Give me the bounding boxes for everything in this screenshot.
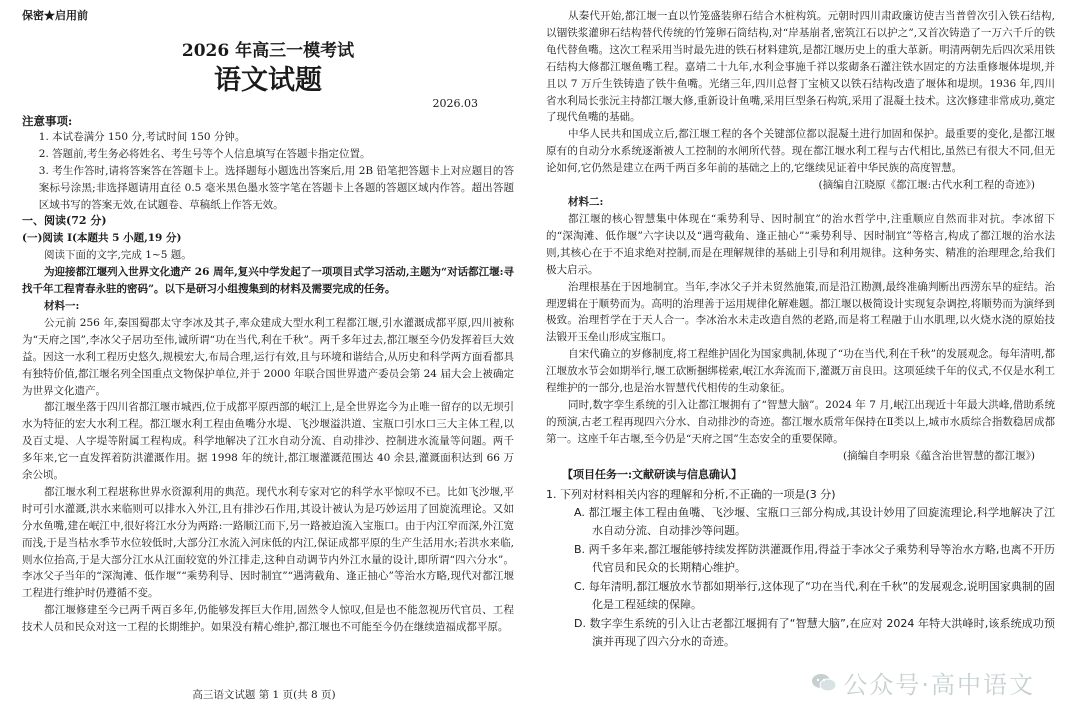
intro-paragraph: 为迎接都江堰列入世界文化遗产 26 周年,复兴中学发起了一项项目式学习活动,主题为“对话都江堰:寻找千年工程青春永驻的密码”。以下是研习小组搜集到的材料及需要完成的任务。 (22, 266, 514, 296)
source-citation: (摘编自李明泉《蕴含治世智慧的都江堰》) (843, 449, 1035, 462)
paragraph: 都江堰坐落于四川省都江堰市城西,位于成都平原西部的岷江上,是全世界迄今为止唯一留存的以无坝引水为特征的宏大水利工程。都江堰水利工程由鱼嘴分水堤、飞沙堰溢洪道、宝瓶口引水口三大主体工程,以及百丈堤、人字堤等附属工程构成。科学地解决了江水自动分流、自动排沙、控制进水流量等问题。两千多年来,它一直发挥着防洪灌溉作用。据 1998 年的统计,都江堰灌溉范围达 40 余县,灌溉面积达到 66 万余公顷。 (22, 401, 514, 482)
paragraph: 从秦代开始,都江堰一直以竹笼盛装卵石结合木桩构筑。元朝时四川肃政廉访使吉当普曾次引入铁石结构,以锢铁浆灌卵石结构替代传统的竹笼卵石筒结构,对“岸基崩者,密筑江石以护之”,又首次铸造了一万六千斤的铁龟代替鱼嘴。这次工程采用当时最先进的铁石材料建筑,是都江堰历史上的重大革新。明清两朝先后四次采用铁石结构大修都江堰鱼嘴工程。嘉靖二十九年,水利佥事施千祥以浆砌条石灌注铁水固定的方法重修堰体堤坝,并且以 7 万斤生铁铸造了铁牛鱼嘴。光绪三年,四川总督丁宝桢又以铁石结构改造了堰体和堤坝。1936 年,四川省水利局长张沅主持都江堰大修,重新设计鱼嘴,采用巨型条石构筑,采用了混凝土技术。这次修建非常成功,奠定了现代鱼嘴的基础。 (546, 10, 1055, 124)
paragraph: 自宋代确立的岁修制度,将工程维护固化为国家典制,体现了“功在当代,利在千秋”的发展观念。每年清明,都江堰放水节会如期举行,堰工砍断捆绑槎索,岷江水奔流而下,灌溉万亩良田。这项延续千年的仪式,不仅是水利工程维护的一部分,也是治水智慧代代相传的生动象征。 (546, 348, 1055, 395)
question-1: 1. 下列对材料相关内容的理解和分析,不正确的一项是(3 分) (546, 487, 836, 501)
paragraph: 都江堰水利工程堪称世界水资源利用的典范。现代水利专家对它的科学水平惊叹不已。比如飞沙堰,平时可引水灌溉,洪水来临则可以排水入外江,且有排沙石作用,其设计被认为是巧妙运用了回旋流理论。又如分水鱼嘴,建在岷江中,很好将江水分为两路:一路顺江而下,另一路被迫流入宝瓶口。由于内江窄而深,外江宽而浅,于是当枯水季节水位较低时,大部分江水流入河床低的内江,保证成都平原的生产生活用水;若洪水来临,则水位抬高,于是大部分江水从江面较宽的外江排走,这种自动调节内外江水量的设计,即所谓“四六分水”。李冰父子当年的“深淘滩、低作堰”“乘势利导、因时制宜”“遇湾截角、逢正抽心”等治水方略,现代对都江堰工程进行维护时仍遵循不变。 (22, 485, 514, 600)
exam-date: 2026.03 (432, 96, 478, 110)
left-column (0, 0, 528, 706)
notice-item: 1. 本试卷满分 150 分,考试时间 150 分钟。 (38, 130, 246, 143)
notice-item: 2. 答题前,考生务必将姓名、考生号等个人信息填写在答题卡指定位置。 (38, 147, 371, 160)
source-citation: (摘编自江晓原《都江堰:古代水利工程的奇迹》) (818, 179, 1035, 192)
wechat-icon (811, 673, 837, 693)
right-column (536, 0, 1065, 706)
option-c: C. 每年清明,都江堰放水节都如期举行,这体现了“功在当代,利在千秋”的发展观念,说明国家典制的固化是工程延续的保障。 (574, 579, 1055, 612)
section-sub-title: (一)阅读 I(本题共 5 小题,19 分) (22, 232, 182, 245)
notice-item: 3. 考生作答时,请将答案答在答题卡上。选择题每小题选出答案后,用 2B 铅笔把答题卡上对应题目的答案标号涂黑;非选择题请用直径 0.5 毫米黑色墨水签字笔在答题卡上各题的答题区域内作答。超出答题区域书写的答案无效,在试题卷、草稿纸上作答无效。 (38, 164, 514, 211)
subject-title: 语文试题 (214, 64, 322, 96)
instruction: 阅读下面的文字,完成 1~5 题。 (44, 249, 192, 262)
secret-label: 保密★启用前 (22, 9, 88, 22)
option-a: A. 都江堰主体工程由鱼嘴、飞沙堰、宝瓶口三部分构成,其设计妙用了回旋流理论,科学地解决了江水自动分流、自动排沙等问题。 (574, 505, 1055, 538)
paragraph: 治理根基在于因地制宜。当年,李冰父子并未贸然施策,而是沿江勘测,最终准确判断出西涝东旱的症结。治理逻辑在于顺势而为。高明的治理善于运用规律化解难题。都江堰以极简设计实现复杂调控,将顺势而为演绎到极致。治理哲学在于天人合一。李冰治水未走改造自然的老路,而是将工程融于山水肌理,以火烧水浇的原始技法锻开玉垒山形成宝瓶口。 (546, 280, 1055, 344)
page-footer: 高三语文试题 第 1 页(共 8 页) (192, 689, 336, 701)
exam-title: 2026 年高三一模考试 (181, 40, 355, 61)
watermark-text: 公众号·高中语文 (843, 671, 1035, 699)
paragraph: 公元前 256 年,秦国蜀郡太守李冰及其子,率众建成大型水利工程都江堰,引水灌溉成都平原,四川被称为“天府之国”,李冰父子居功至伟,诚所谓“功在当代,利在千秋”。两千多年过去,都江堰至今仍发挥着巨大效益。因这一水利工程历史悠久,规模宏大,布局合理,运行有效,且与环境和谐结合,从历史和科学两方面看都具有独特价值,都江堰名列全国重点文物保护单位,并于 2000 年联合国世界遗产委员会第 24 届大会上被确定为世界文化遗产。 (22, 316, 514, 397)
option-d: D. 数字孪生系统的引入让古老都江堰拥有了“智慧大脑”,在应对 2024 年特大洪峰时,该系统成功预演并再现了四六分水的奇迹。 (574, 616, 1055, 649)
paragraph: 同时,数字孪生系统的引入让都江堰拥有了“智慧大脑”。2024 年 7 月,岷江出现近十年最大洪峰,借助系统的预演,古老工程再现四六分水、自动排沙的奇迹。都江堰水质常年保持在Ⅱ类以上,城市水质综合指数稳居成都第一。这座千年古堰,至今仍是“天府之国”生态安全的重要保障。 (546, 398, 1055, 445)
section-title: 一、阅读(72 分) (22, 214, 107, 228)
paragraph: 中华人民共和国成立后,都江堰工程的各个关键部位都以混凝土进行加固和保护。最重要的变化,是都江堰原有的自动分水系统逐渐被人工控制的水闸所代替。现在都江堰水利工程与古代相比,虽然已有很大不同,但无论如何,它仍然是建立在两千两百多年前的基础之上的,它继续见证着中华民族的高度智慧。 (546, 128, 1055, 175)
watermark (811, 665, 1035, 700)
material2-label: 材料二: (568, 196, 604, 209)
material1-label: 材料一: (44, 299, 80, 312)
notice-heading: 注意事项: (22, 113, 73, 128)
option-b: B. 两千多年来,都江堰能够持续发挥防洪灌溉作用,得益于李冰父子乘势利导等治水方略,也离不开历代官员和民众的长期精心维护。 (574, 542, 1055, 575)
paragraph: 都江堰的核心智慧集中体现在“乘势利导、因时制宜”的治水哲学中,注重顺应自然而非对抗。李冰留下的“深淘滩、低作堰”六字诀以及“遇弯截角、逢正抽心”“乘势利导、因时制宜”等格言,构成了都江堰的治水法则,其核心在于不追求绝对控制,而是在理解规律的基础上引导和利用规律。这种务实、精准的治理理念,给我们极大启示。 (546, 212, 1055, 276)
paragraph: 都江堰修建至今已两千两百多年,仍能够发挥巨大作用,固然令人惊叹,但是也不能忽视历代官员、工程技术人员和民众对这一工程的长期维护。如果没有精心维护,都江堰也不可能至今仍在继续造福成都平原。 (22, 604, 514, 634)
task-title: 【项目任务一:文献研读与信息确认】 (562, 467, 743, 481)
